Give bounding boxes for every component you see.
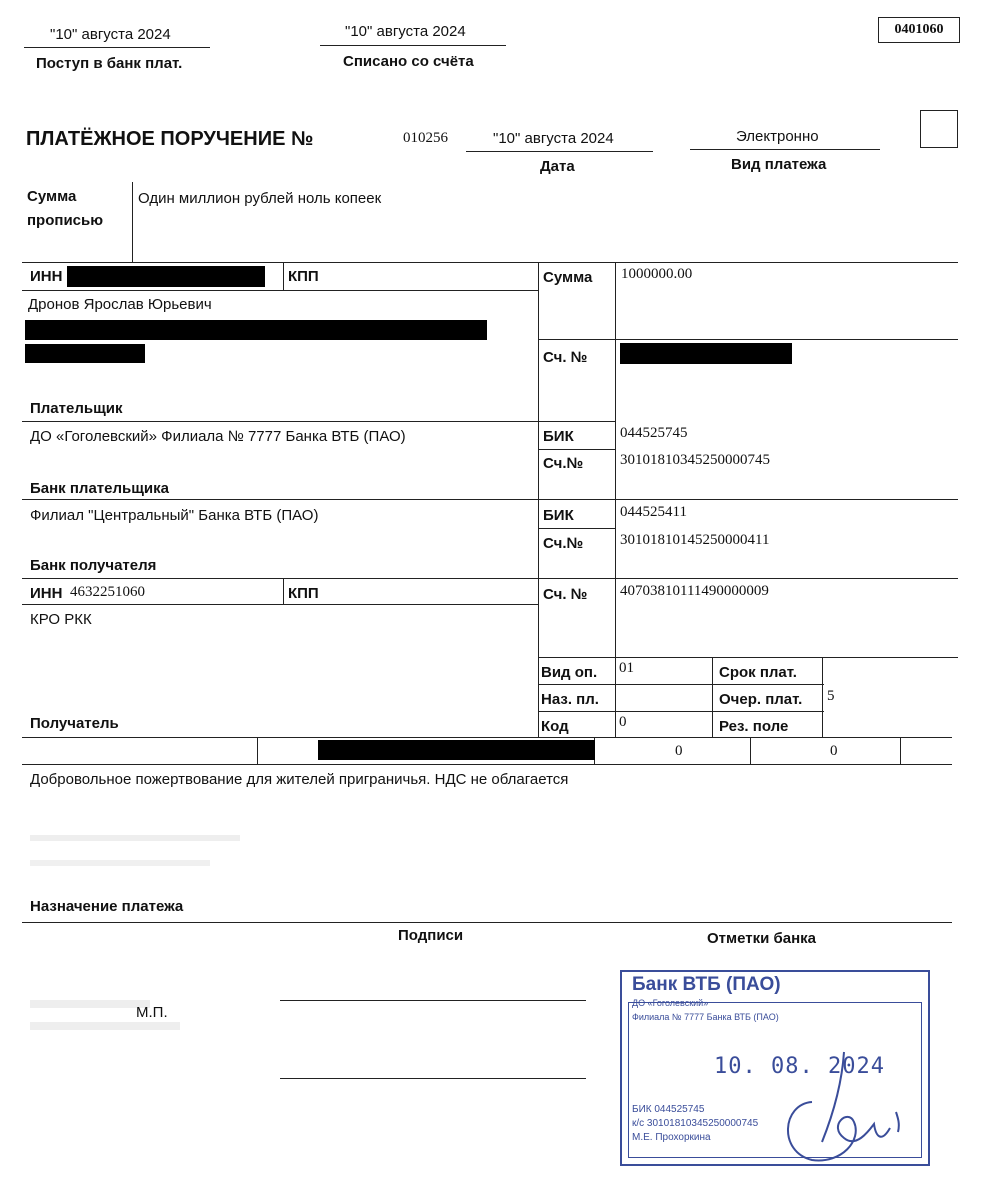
- stamp-officer: М.Е. Прохоркина: [632, 1132, 711, 1143]
- order-number: 010256: [403, 130, 448, 146]
- ocher-label: Очер. плат.: [719, 691, 803, 708]
- bleed-through-mark: [30, 1022, 180, 1030]
- payee-account-label: Сч. №: [543, 586, 588, 603]
- payer-bank-account-value: 30101810345250000745: [620, 452, 770, 468]
- payee-bank-account-label: Сч.№: [543, 535, 584, 552]
- grid-line: [538, 657, 958, 658]
- payment-type-line: [690, 149, 880, 150]
- amount-words-value: Один миллион рублей ноль копеек: [138, 190, 382, 207]
- grid-line: [900, 737, 901, 764]
- stamp-bank-name: Банк ВТБ (ПАО): [632, 974, 781, 995]
- payee-bik-label: БИК: [543, 507, 574, 524]
- amount-words-label-1: Сумма: [27, 188, 77, 205]
- stamp-bik: БИК 044525745: [632, 1104, 705, 1115]
- payer-bik-value: 044525745: [620, 425, 688, 441]
- grid-line: [538, 449, 615, 450]
- grid-line: [283, 262, 284, 290]
- payee-account-value: 40703810111490000009: [620, 583, 769, 599]
- payment-type: Электронно: [736, 128, 819, 145]
- payee-bank-account-value: 30101810145250000411: [620, 532, 770, 548]
- payer-name: Дронов Ярослав Юрьевич: [28, 296, 212, 313]
- order-date-line: [466, 151, 653, 152]
- payee-kpp-label: КПП: [288, 585, 319, 602]
- signature-line-1: [280, 1000, 586, 1001]
- seal-label: М.П.: [136, 1004, 168, 1021]
- payee-bank-name: Филиал "Центральный" Банка ВТБ (ПАО): [30, 507, 319, 524]
- payee-section-label: Получатель: [30, 715, 119, 732]
- payer-inn-label: ИНН: [30, 268, 63, 285]
- grid-line: [822, 657, 823, 737]
- bank-stamp: [620, 970, 930, 1166]
- payment-purpose-text: Добровольное пожертвование для жителей приграничья. НДС не облагается: [30, 771, 569, 788]
- vid-op-label: Вид оп.: [541, 664, 598, 681]
- redacted-payer-address-2: [25, 344, 145, 363]
- rez-label: Рез. поле: [719, 718, 789, 735]
- officer-signature: [772, 1042, 932, 1167]
- signature-line-2: [280, 1078, 586, 1079]
- grid-line: [283, 578, 284, 604]
- grid-line: [22, 290, 538, 291]
- payee-bik-value: 044525411: [620, 504, 687, 520]
- signatures-label: Подписи: [398, 927, 464, 944]
- vid-op-value: 01: [619, 660, 634, 676]
- payer-section-label: Плательщик: [30, 400, 123, 417]
- redacted-tax-fields: [318, 740, 595, 760]
- payer-account-label: Сч. №: [543, 349, 588, 366]
- payment-type-label: Вид платежа: [731, 156, 827, 173]
- grid-line: [712, 657, 713, 737]
- bleed-through-mark: [30, 860, 210, 866]
- grid-line: [750, 737, 751, 764]
- amount-words-label-2: прописью: [27, 212, 104, 229]
- grid-line: [538, 339, 958, 340]
- debited-label: Списано со счёта: [343, 53, 474, 70]
- amount-words-divider: [132, 182, 133, 262]
- payee-inn-value: 4632251060: [70, 584, 145, 600]
- redacted-payer-address: [25, 320, 487, 340]
- redacted-payer-inn: [67, 266, 265, 287]
- received-label: Поступ в банк плат.: [36, 55, 183, 72]
- amount-value: 1000000.00: [621, 266, 693, 282]
- stamp-line-2: Филиала № 7777 Банка ВТБ (ПАО): [632, 1012, 779, 1022]
- debited-date: "10" августа 2024: [345, 23, 466, 40]
- grid-line: [22, 578, 958, 579]
- grid-line: [615, 262, 616, 737]
- payer-bank-name: ДО «Гоголевский» Филиала № 7777 Банка ВТБ (ПАО): [30, 428, 406, 445]
- stamp-date: 10. 08. 2024: [714, 1054, 885, 1079]
- payer-bik-label: БИК: [543, 428, 574, 445]
- grid-line: [22, 764, 952, 765]
- payer-bank-account-label: Сч.№: [543, 455, 584, 472]
- payee-name: КРО РКК: [30, 611, 92, 628]
- grid-line: [22, 421, 615, 422]
- status-box: [920, 110, 958, 148]
- kod-value: 0: [619, 714, 627, 730]
- grid-line: [538, 528, 615, 529]
- stamp-ks: к/с 30101810345250000745: [632, 1118, 759, 1129]
- grid-line: [22, 262, 958, 263]
- grid-line: [257, 737, 258, 764]
- page-title: ПЛАТЁЖНОЕ ПОРУЧЕНИЕ №: [26, 128, 314, 150]
- amount-label: Сумма: [543, 269, 593, 286]
- grid-line: [22, 604, 538, 605]
- purpose-line: [22, 922, 952, 923]
- naz-pl-label: Наз. пл.: [541, 691, 599, 708]
- payee-inn-label: ИНН: [30, 585, 63, 602]
- payee-bank-section-label: Банк получателя: [30, 557, 157, 574]
- payer-kpp-label: КПП: [288, 268, 319, 285]
- bank-marks-label: Отметки банка: [707, 930, 817, 947]
- received-date: "10" августа 2024: [50, 26, 171, 43]
- order-date: "10" августа 2024: [493, 130, 614, 147]
- srok-label: Срок плат.: [719, 664, 797, 681]
- grid-line: [538, 711, 824, 712]
- redacted-payer-account: [620, 343, 792, 364]
- payment-purpose-label: Назначение платежа: [30, 898, 184, 915]
- ocher-value: 5: [827, 688, 835, 704]
- payer-bank-section-label: Банк плательщика: [30, 480, 169, 497]
- tax-cell-a: 0: [675, 743, 683, 759]
- grid-line: [22, 499, 958, 500]
- bleed-through-mark: [30, 1000, 150, 1008]
- bleed-through-mark: [30, 835, 240, 841]
- grid-line: [22, 737, 952, 738]
- kod-label: Код: [541, 718, 569, 735]
- form-code: 0401060: [878, 17, 960, 43]
- debited-date-line: [320, 45, 506, 46]
- received-date-line: [24, 47, 210, 48]
- tax-cell-b: 0: [830, 743, 838, 759]
- grid-line: [538, 262, 539, 737]
- grid-line: [538, 684, 824, 685]
- stamp-line-1: ДО «Гоголевский»: [632, 998, 709, 1008]
- order-date-label: Дата: [540, 158, 575, 175]
